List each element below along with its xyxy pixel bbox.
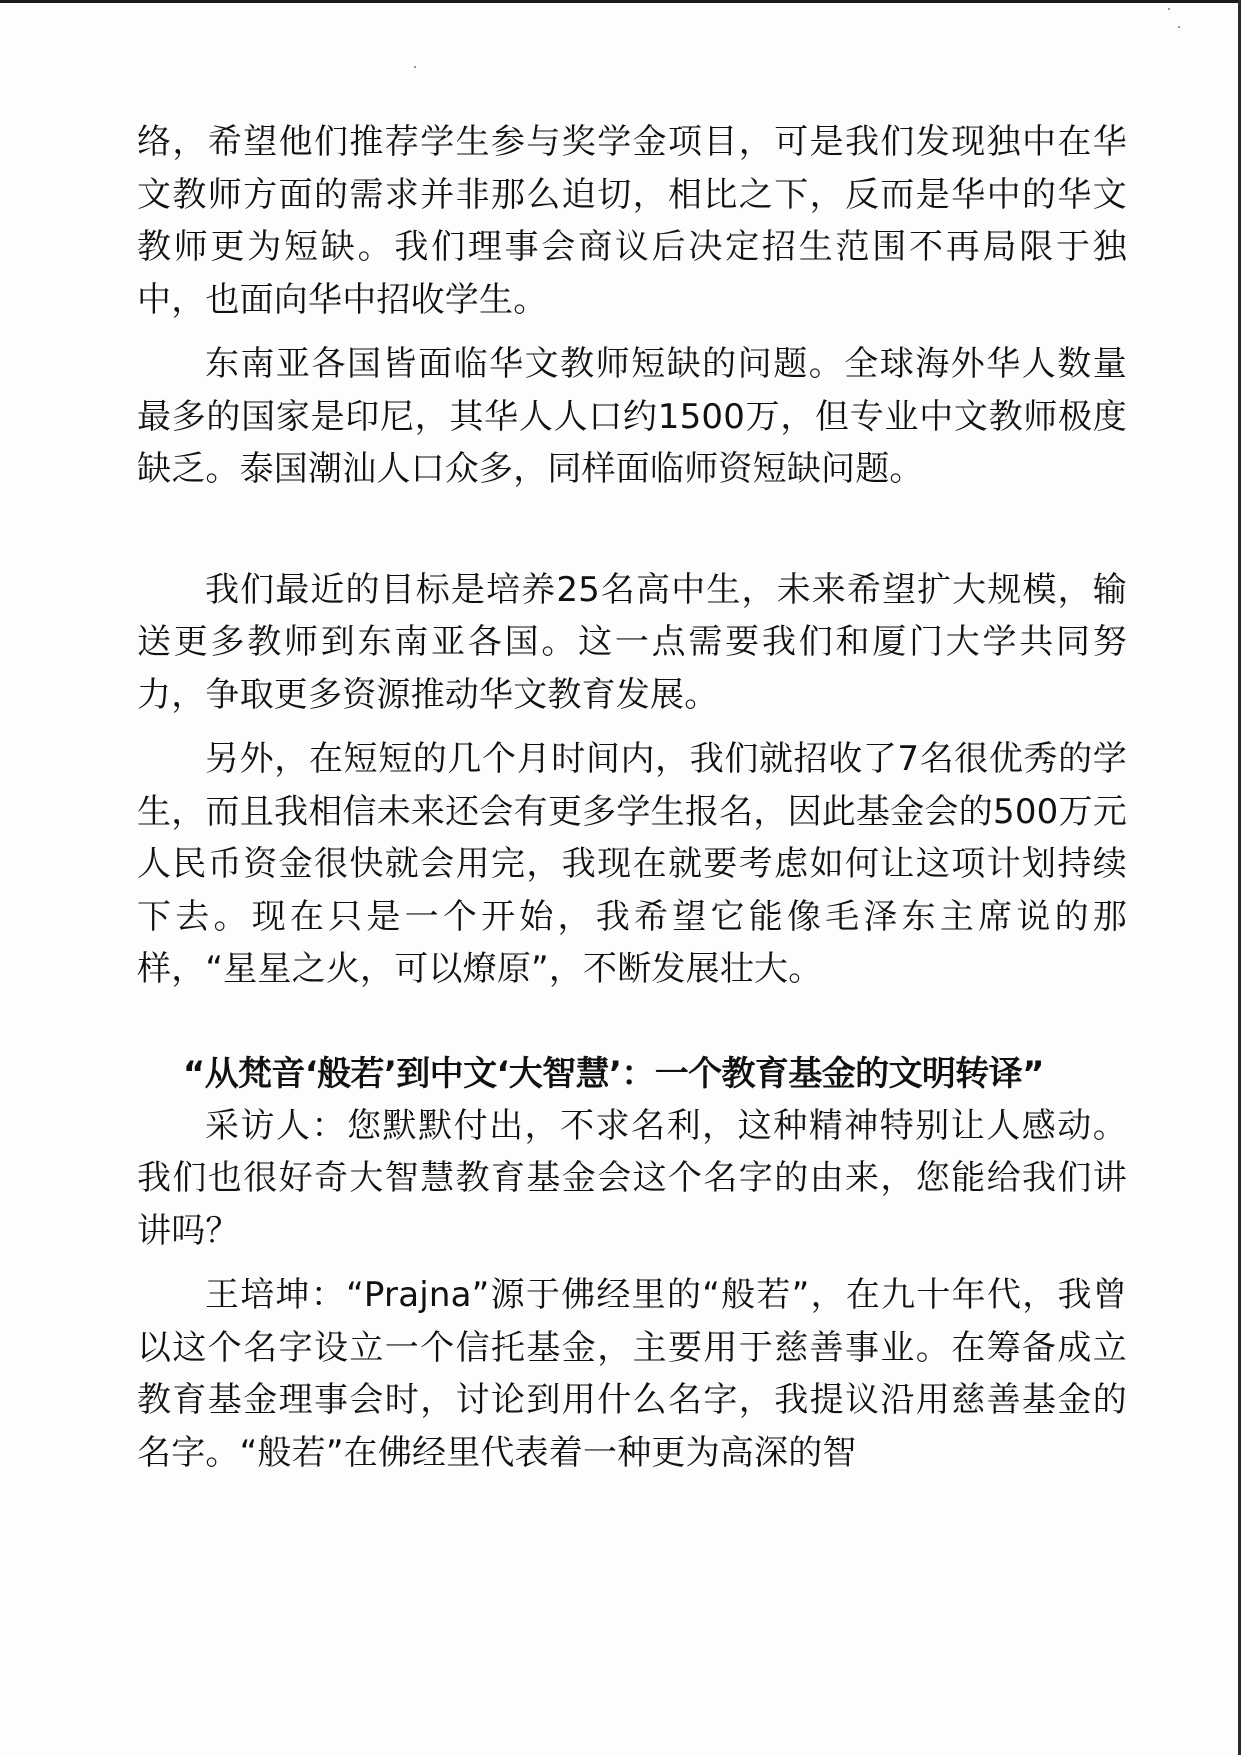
scan-border-top xyxy=(0,0,1241,3)
paragraph-goal: 我们最近的目标是培养25名高中生，未来希望扩大规模，输送更多教师到东南亚各国。这一点需要我们和厦门大学共同努力，争取更多资源推动华文教育发展。 xyxy=(137,569,1127,715)
paragraph-continued: 络，希望他们推荐学生参与奖学金项目，可是我们发现独中在华文教师方面的需求并非那么迫切，相比之下，反而是华中的华文教师更为短缺。我们理事会商议后决定招生范围不再局限于独中，也面向华中招收学生。 xyxy=(137,122,1127,320)
paragraph-southeast-asia: 东南亚各国皆面临华文教师短缺的问题。全球海外华人数量最多的国家是印尼，其华人人口约1500万，但专业中文教师极度缺乏。泰国潮汕人口众多，同样面临师资短缺问题。 xyxy=(137,344,1127,489)
scan-speck xyxy=(414,66,416,68)
section-heading: “从梵音‘般若’到中文‘大智慧’：一个教育基金的文明转译” xyxy=(182,1053,1044,1094)
scan-speck xyxy=(1168,8,1170,10)
article-body xyxy=(137,116,1127,1479)
paragraph-students: 另外，在短短的几个月时间内，我们就招收了7名很优秀的学生，而且我相信未来还会有更多学生报名，因此基金会的500万元人民币资金很快就会用完，我现在就要考虑如何让这项计划持续下去。现在只是一个开始，我希望它能像毛泽东主席说的那样，“星星之火，可以燎原”，不断发展壮大。 xyxy=(137,739,1127,989)
scan-speck xyxy=(1178,26,1180,28)
paragraph-answer: 王培坤：“Prajna”源于佛经里的“般若”，在九十年代，我曾以这个名字设立一个信托基金，主要用于慈善事业。在筹备成立教育基金理事会时，讨论到用什么名字，我提议沿用慈善基金的名字。“般若”在佛经里代表着一种更为高深的智 xyxy=(137,1275,1127,1473)
paragraph-interviewer: 采访人：您默默付出，不求名利，这种精神特别让人感动。我们也很好奇大智慧教育基金会这个名字的由来，您能给我们讲讲吗？ xyxy=(137,1105,1127,1251)
